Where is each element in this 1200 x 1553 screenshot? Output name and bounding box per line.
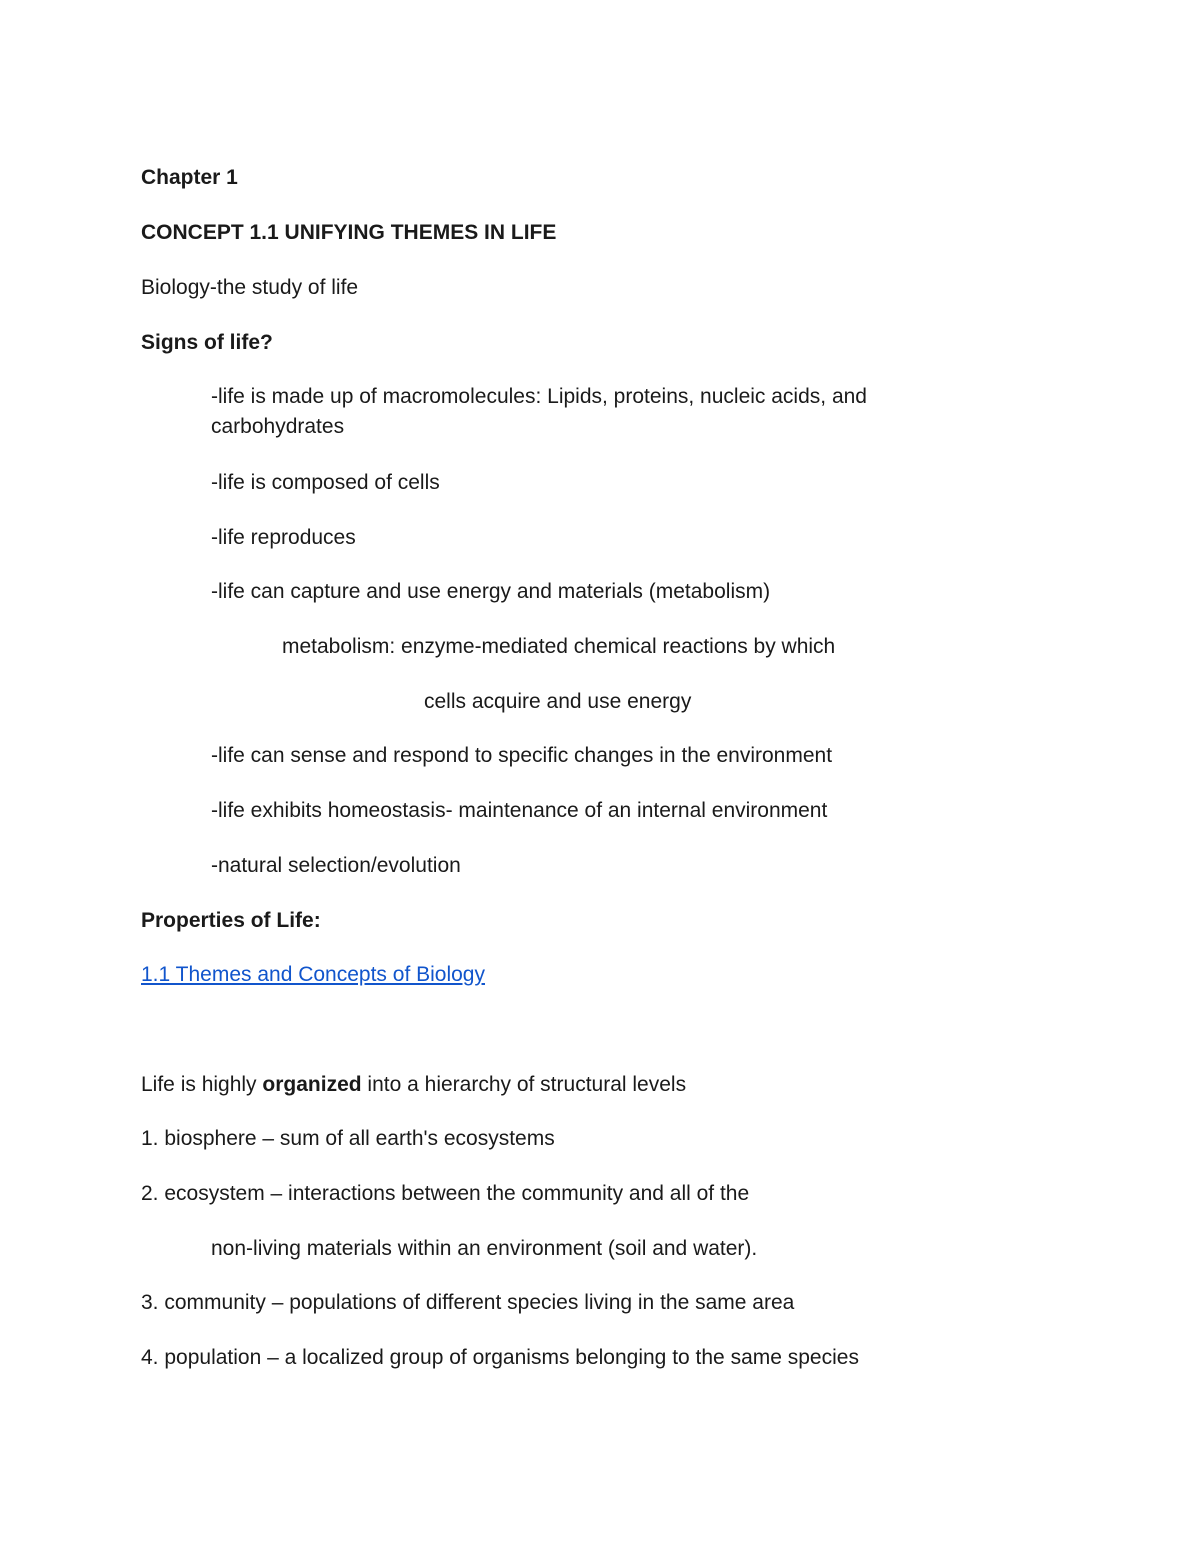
organized-suffix: into a hierarchy of structural levels	[361, 1073, 687, 1096]
themes-concepts-link[interactable]: 1.1 Themes and Concepts of Biology	[141, 963, 485, 986]
organized-prefix: Life is highly	[141, 1073, 263, 1096]
signs-heading: Signs of life?	[141, 331, 273, 354]
metabolism-definition-line-2: cells acquire and use energy	[424, 690, 692, 713]
sign-evolution: -natural selection/evolution	[211, 854, 461, 877]
chapter-title: Chapter 1	[141, 166, 238, 189]
sign-macromolecules: -life is made up of macromolecules: Lipids, proteins, nucleic acids, and carbohydrates	[211, 385, 867, 438]
sign-reproduces: -life reproduces	[211, 526, 356, 549]
organized-sentence	[141, 1070, 686, 1100]
level-ecosystem-line-2: non-living materials within an environment (soil and water).	[211, 1237, 758, 1260]
sign-sense: -life can sense and respond to specific changes in the environment	[211, 744, 833, 767]
level-ecosystem-line-1: 2. ecosystem – interactions between the community and all of the	[141, 1182, 750, 1205]
organized-emphasis: organized	[262, 1073, 362, 1096]
sign-homeostasis: -life exhibits homeostasis- maintenance of an internal environment	[211, 799, 828, 822]
level-community: 3. community – populations of different species living in the same area	[141, 1291, 795, 1314]
themes-link-line	[141, 960, 485, 990]
sign-energy: -life can capture and use energy and materials (metabolism)	[211, 580, 771, 603]
level-biosphere: 1. biosphere – sum of all earth's ecosystems	[141, 1127, 555, 1150]
biology-definition: Biology-the study of life	[141, 276, 359, 299]
metabolism-definition-line-1: metabolism: enzyme-mediated chemical reactions by which	[282, 635, 836, 658]
concept-heading: CONCEPT 1.1 UNIFYING THEMES IN LIFE	[141, 221, 557, 244]
level-population: 4. population – a localized group of organisms belonging to the same species	[141, 1346, 859, 1369]
sign-cells: -life is composed of cells	[211, 471, 440, 494]
properties-heading: Properties of Life:	[141, 909, 321, 932]
